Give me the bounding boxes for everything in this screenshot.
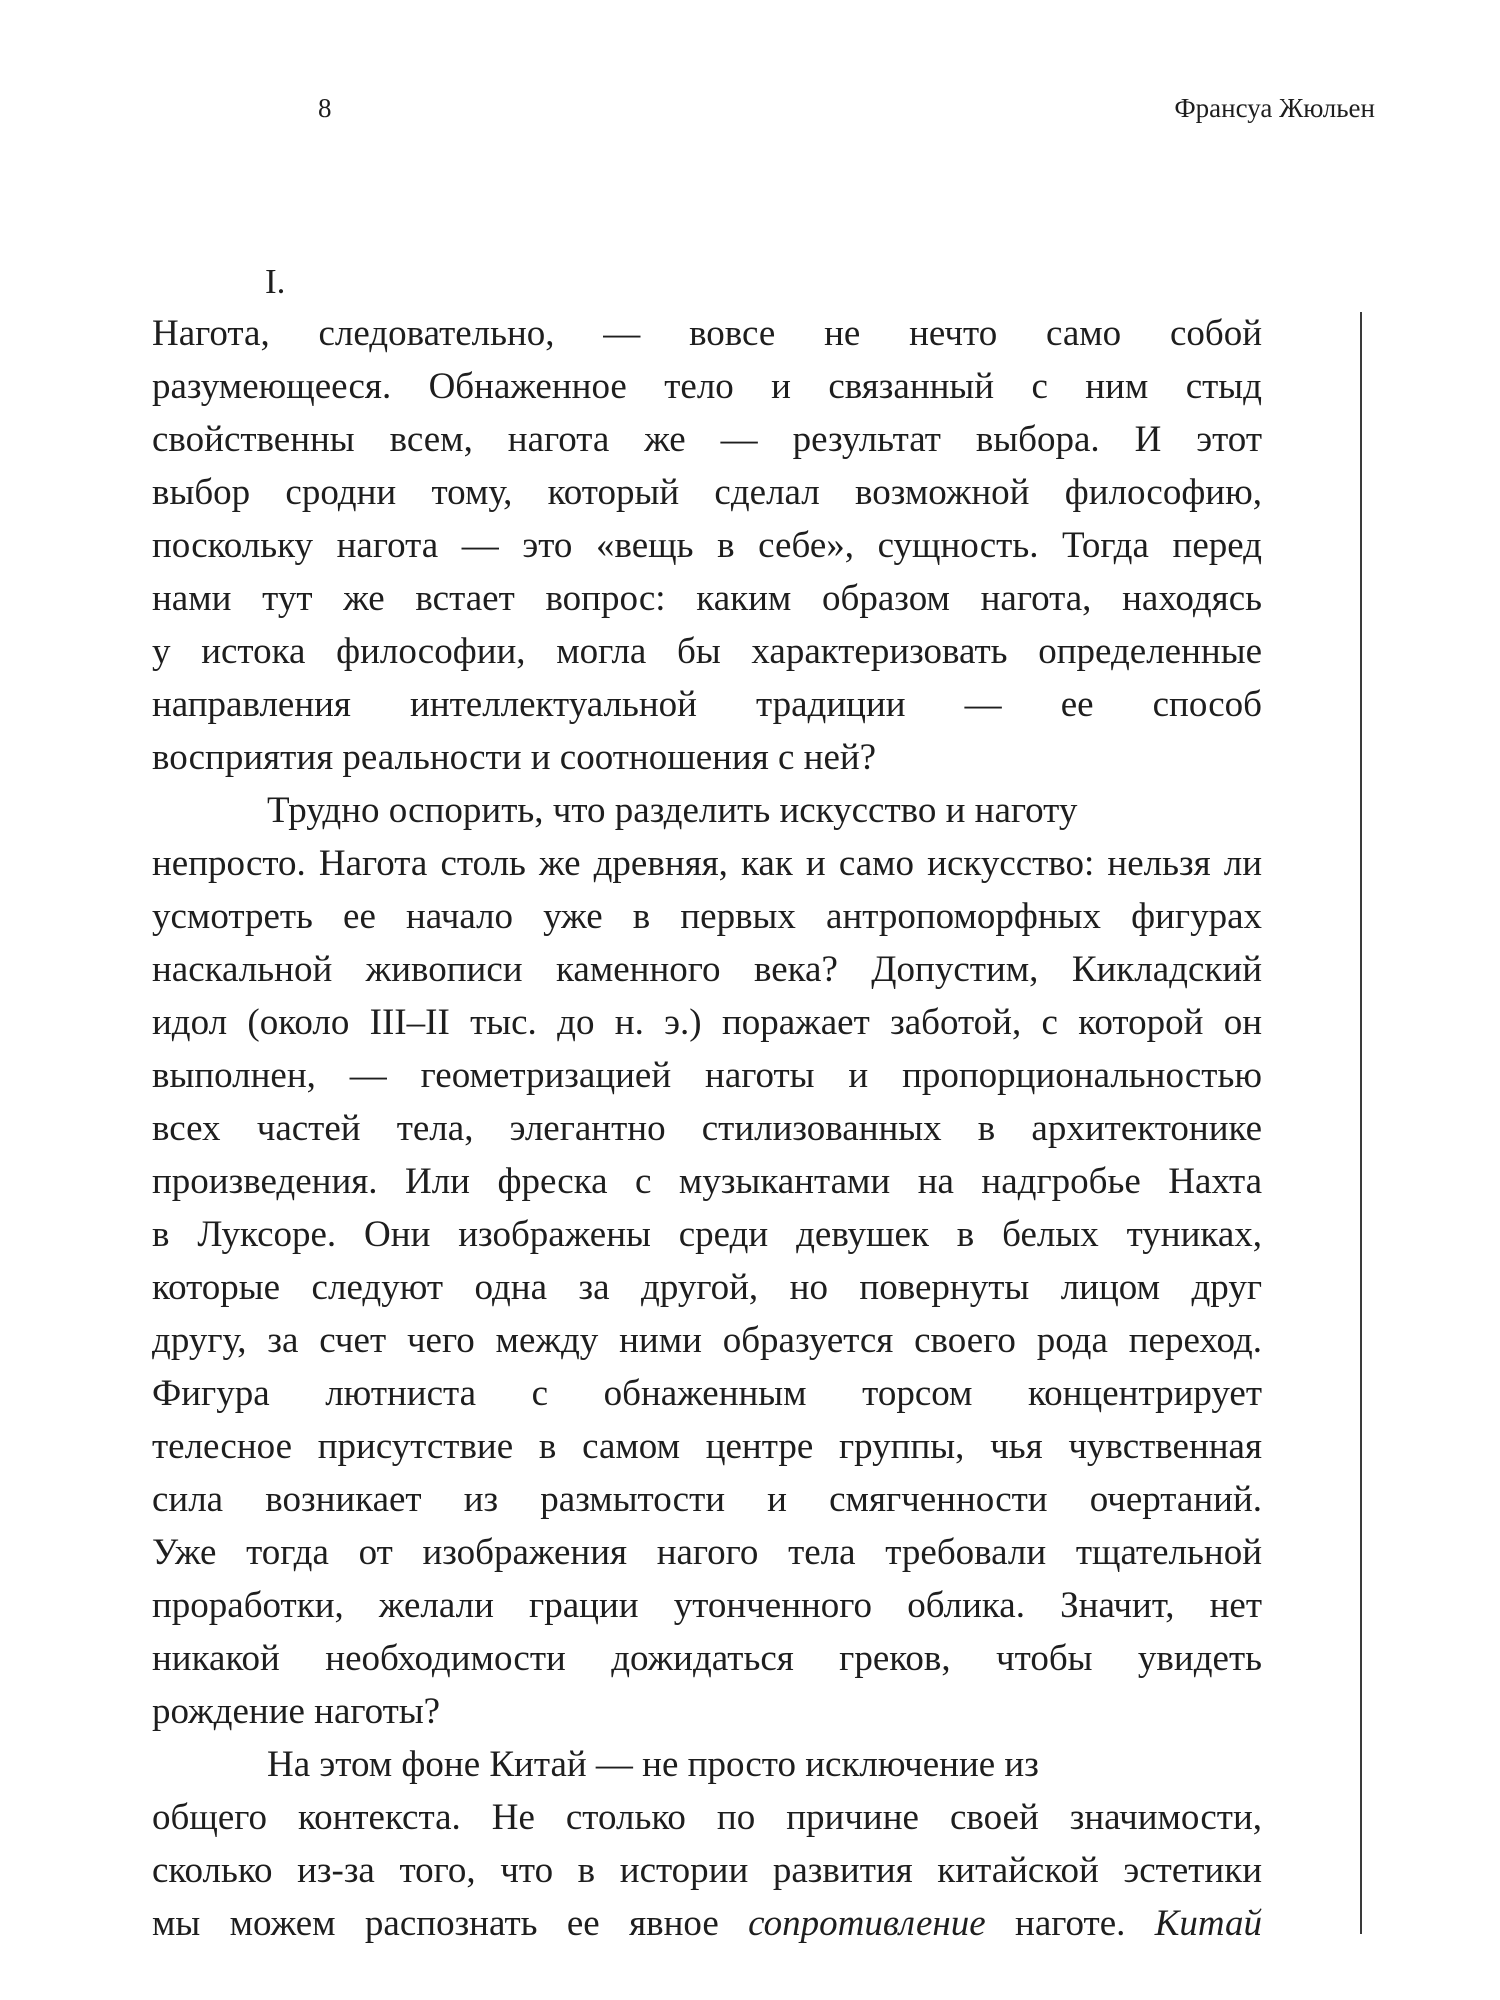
text-line: которые следуют одна за другой, но повернуты лицом друг bbox=[152, 1267, 1262, 1308]
text-line: никакой необходимости дожидаться греков, чтобы увидеть bbox=[152, 1638, 1262, 1679]
text-line: разумеющееся. Обнаженное тело и связанный с ним стыд bbox=[152, 366, 1262, 407]
body-text bbox=[152, 307, 1262, 1950]
running-header: Франсуа Жюльен bbox=[1174, 93, 1375, 123]
text-line: свойственны всем, нагота же — результат выбора. И этот bbox=[152, 419, 1262, 460]
text-line: у истока философии, могла бы характеризовать определенные bbox=[152, 631, 1262, 672]
text-line: направления интеллектуальной традиции — ее способ bbox=[152, 684, 1262, 725]
paragraph-first-line: Трудно оспорить, что разделить искусство и наготу bbox=[267, 790, 1078, 831]
text-line: поскольку нагота — это «вещь в себе», сущность. Тогда перед bbox=[152, 525, 1262, 566]
text-line: произведения. Или фреска с музыкантами на надгробье Нахта bbox=[152, 1161, 1262, 1202]
text-line: общего контекста. Не столько по причине своей значимости, bbox=[152, 1797, 1262, 1838]
section-number: I. bbox=[265, 262, 286, 301]
text-line: непросто. Нагота столь же древняя, как и само искусство: нельзя ли bbox=[152, 843, 1262, 884]
text-line: телесное присутствие в самом центре группы, чья чувственная bbox=[152, 1426, 1262, 1467]
text-run: наготе. bbox=[985, 1903, 1155, 1944]
text-line: Фигура лютниста с обнаженным торсом концентрирует bbox=[152, 1373, 1262, 1414]
text-line: Уже тогда от изображения нагого тела требовали тщательной bbox=[152, 1532, 1262, 1573]
text-line-last bbox=[152, 1897, 1262, 1950]
italic-word: сопротивление bbox=[748, 1903, 986, 1944]
paragraph-first-line: На этом фоне Китай — не просто исключение из bbox=[267, 1744, 1039, 1785]
italic-word: Китай bbox=[1154, 1903, 1262, 1944]
text-line: всех частей тела, элегантно стилизованных в архитектонике bbox=[152, 1108, 1262, 1149]
text-run: мы можем распознать ее явное bbox=[152, 1903, 749, 1944]
text-line: проработки, желали грации утонченного облика. Значит, нет bbox=[152, 1585, 1262, 1626]
text-line: нами тут же встает вопрос: каким образом нагота, находясь bbox=[152, 578, 1262, 619]
text-line: другу, за счет чего между ними образуется своего рода переход. bbox=[152, 1320, 1262, 1361]
text-line: сколько из-за того, что в истории развития китайской эстетики bbox=[152, 1850, 1262, 1891]
text-line: идол (около III–II тыс. до н. э.) поражает заботой, с которой он bbox=[152, 1002, 1262, 1043]
text-line: выбор сродни тому, который сделал возможной философию, bbox=[152, 472, 1262, 513]
text-line: в Луксоре. Они изображены среди девушек в белых туниках, bbox=[152, 1214, 1262, 1255]
text-line: Нагота, следовательно, — вовсе не нечто само собой bbox=[152, 313, 1262, 354]
margin-rule bbox=[1360, 312, 1362, 1934]
text-line: восприятия реальности и соотношения с ней? bbox=[152, 737, 877, 778]
page-number: 8 bbox=[318, 93, 332, 123]
text-line: наскальной живописи каменного века? Допустим, Кикладский bbox=[152, 949, 1262, 990]
text-line: усмотреть ее начало уже в первых антропоморфных фигурах bbox=[152, 896, 1262, 937]
text-line: рождение наготы? bbox=[152, 1691, 441, 1732]
text-line: выполнен, — геометризацией наготы и пропорциональностью bbox=[152, 1055, 1262, 1096]
text-line: сила возникает из размытости и смягченности очертаний. bbox=[152, 1479, 1262, 1520]
